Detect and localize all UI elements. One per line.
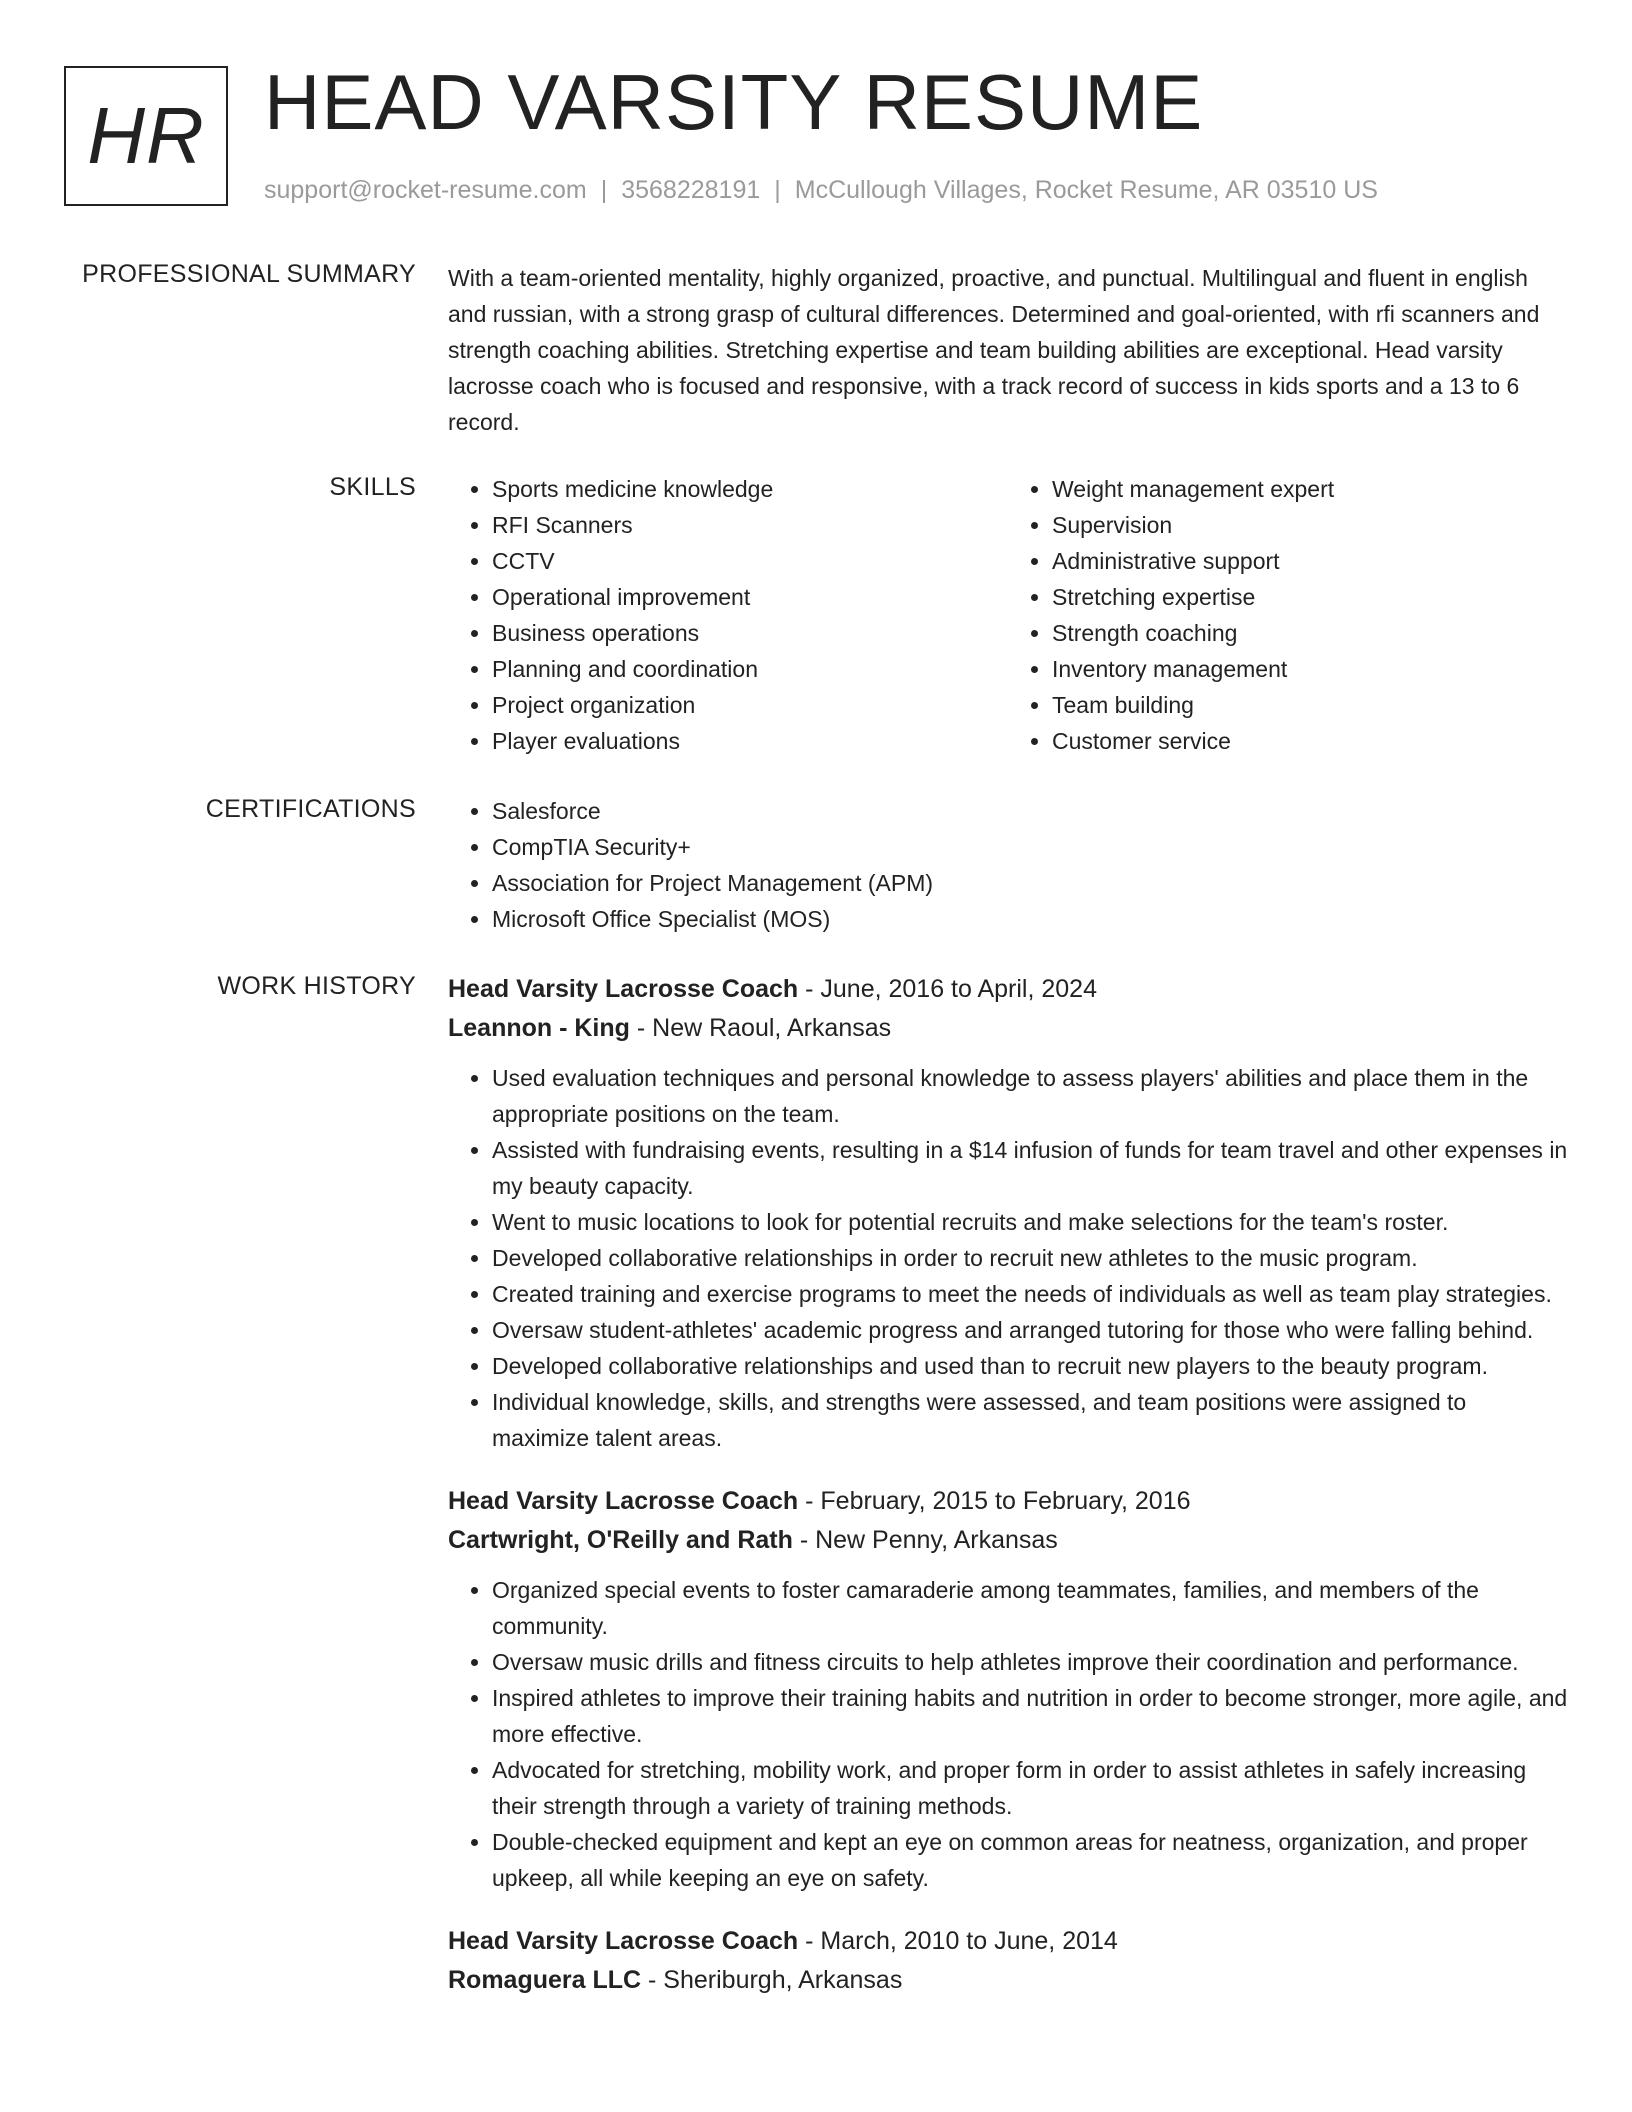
job-bullets	[448, 1572, 1568, 1896]
certification-item: • CompTIA Security+	[492, 829, 1568, 865]
certification-item: • Microsoft Office Specialist (MOS)	[492, 901, 1568, 937]
skill-item: • Planning and coordination	[492, 651, 1008, 687]
skill-item: • Strength coaching	[1052, 615, 1568, 651]
job-bullets	[448, 1060, 1568, 1456]
job-bullet: • Organized special events to foster camaraderie among teammates, families, and members of the community.	[492, 1572, 1568, 1644]
job-company-line	[448, 1521, 1568, 1560]
skill-item: • Project organization	[492, 687, 1008, 723]
skills-list-left	[448, 471, 1008, 759]
job-company: Romaguera LLC	[448, 1966, 642, 1994]
job-bullet: • Assisted with fundraising events, resulting in a $14 infusion of funds for team travel and other expenses in my beauty capacity.	[492, 1132, 1568, 1204]
job-company-line	[448, 1961, 1568, 2000]
job-title: Head Varsity Lacrosse Coach	[448, 1927, 799, 1955]
contact-separator: |	[600, 176, 608, 204]
job-location: - New Raoul, Arkansas	[629, 1014, 892, 1042]
job-bullet: • Double-checked equipment and kept an eye on common areas for neatness, organization, and proper upkeep, all while keeping an eye on safety.	[492, 1824, 1568, 1896]
skill-item: • Business operations	[492, 615, 1008, 651]
job-bullet: • Used evaluation techniques and personal knowledge to assess players' abilities and place them in the appropriate positions on the team.	[492, 1060, 1568, 1132]
certifications-list	[448, 793, 1568, 937]
skill-item: • Sports medicine knowledge	[492, 471, 1008, 507]
contact-line	[264, 176, 1378, 205]
skill-item: • Customer service	[1052, 723, 1568, 759]
job-dates: - June, 2016 to April, 2024	[798, 975, 1097, 1003]
job-bullet: • Oversaw music drills and fitness circuits to help athletes improve their coordination and performance.	[492, 1644, 1568, 1680]
skill-item: • Operational improvement	[492, 579, 1008, 615]
job-title-line	[448, 1922, 1568, 1961]
job-title: Head Varsity Lacrosse Coach	[448, 1487, 799, 1515]
section-label-work-history: WORK HISTORY	[217, 972, 416, 1000]
contact-separator: |	[774, 176, 781, 204]
summary-text: With a team-oriented mentality, highly organized, proactive, and punctual. Multilingual and fluent in english and russian, with a strong grasp of cultural differences. Determined and goal-oriented, with rfi scanners and strength coaching abilities. Stretching expertise and team building abilities are exceptional. Head varsity lacrosse coach who is focused and responsive, with a track record of success in kids sports and a 13 to 6 record.	[448, 265, 1540, 435]
contact-address: McCullough Villages, Rocket Resume, AR 03510 US	[794, 176, 1378, 204]
job-bullet: • Developed collaborative relationships in order to recruit new athletes to the music program.	[492, 1240, 1568, 1276]
job-entry	[448, 1922, 1568, 2000]
job-bullet: • Individual knowledge, skills, and strengths were assessed, and team positions were assigned to maximize talent areas.	[492, 1384, 1568, 1456]
job-title-line	[448, 970, 1568, 1009]
skill-item: • Supervision	[1052, 507, 1568, 543]
resume-title: HEAD VARSITY RESUME	[264, 58, 1204, 146]
skills-body	[448, 471, 1568, 759]
certification-item: • Salesforce	[492, 793, 1568, 829]
skill-item: • Administrative support	[1052, 543, 1568, 579]
job-location: - Sheriburgh, Arkansas	[641, 1966, 903, 1994]
job-bullet: • Developed collaborative relationships and used than to recruit new players to the beauty program.	[492, 1348, 1568, 1384]
skill-item: • CCTV	[492, 543, 1008, 579]
work-history-body	[448, 970, 1568, 2026]
job-company: Leannon - King	[448, 1014, 630, 1042]
job-bullet: • Oversaw student-athletes' academic progress and arranged tutoring for those who were falling behind.	[492, 1312, 1568, 1348]
certifications-body	[448, 793, 1568, 937]
job-company-line	[448, 1009, 1568, 1048]
section-label-summary: PROFESSIONAL SUMMARY	[82, 260, 416, 288]
job-company: Cartwright, O'Reilly and Rath	[448, 1526, 793, 1554]
contact-phone[interactable]: 3568228191	[621, 176, 761, 204]
job-bullet: • Inspired athletes to improve their training habits and nutrition in order to become stronger, more agile, and more effective.	[492, 1680, 1568, 1752]
skill-item: • Team building	[1052, 687, 1568, 723]
skill-item: • Inventory management	[1052, 651, 1568, 687]
job-bullet: • Created training and exercise programs to meet the needs of individuals as well as team play strategies.	[492, 1276, 1568, 1312]
skill-item: • Weight management expert	[1052, 471, 1568, 507]
certification-item: • Association for Project Management (APM)	[492, 865, 1568, 901]
job-dates: - February, 2015 to February, 2016	[798, 1487, 1191, 1515]
contact-email[interactable]: support@rocket-resume.com	[264, 176, 587, 204]
job-entry	[448, 1482, 1568, 1896]
job-title: Head Varsity Lacrosse Coach	[448, 975, 799, 1003]
skills-list-right	[1008, 471, 1568, 759]
monogram-logo: HR	[64, 66, 228, 206]
job-bullet: • Went to music locations to look for potential recruits and make selections for the team's roster.	[492, 1204, 1568, 1240]
skill-item: • RFI Scanners	[492, 507, 1008, 543]
summary-body	[448, 260, 1568, 440]
job-location: - New Penny, Arkansas	[792, 1526, 1058, 1554]
section-label-skills: SKILLS	[329, 473, 416, 501]
job-bullet: • Advocated for stretching, mobility work, and proper form in order to assist athletes in safely increasing their strength through a variety of training methods.	[492, 1752, 1568, 1824]
section-label-certifications: CERTIFICATIONS	[205, 795, 416, 823]
skill-item: • Stretching expertise	[1052, 579, 1568, 615]
job-entry	[448, 970, 1568, 1456]
skill-item: • Player evaluations	[492, 723, 1008, 759]
job-dates: - March, 2010 to June, 2014	[798, 1927, 1118, 1955]
job-title-line	[448, 1482, 1568, 1521]
